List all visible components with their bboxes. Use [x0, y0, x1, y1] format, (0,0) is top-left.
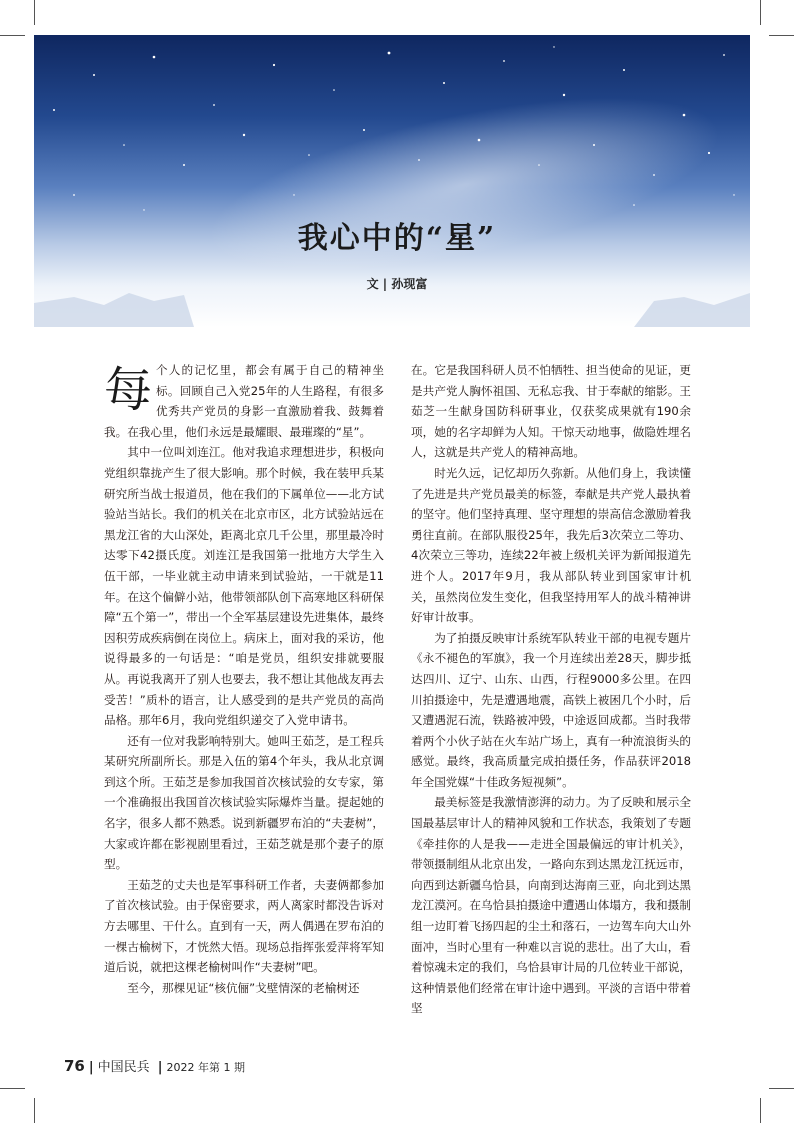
footer-separator-2: | — [157, 1060, 163, 1075]
article-title: 我心中的“星” — [297, 221, 497, 256]
crop-mark — [760, 0, 761, 25]
crop-mark — [760, 1098, 761, 1123]
paragraph: 为了拍摄反映审计系统军队转业干部的电视专题片《永不褪色的军旗》，我一个月连续出差28天，脚步抵达四川、辽宁、山东、山西，行程9000多公里。在四川拍摄途中，先是遭遇地震，高铁上被困几个小时，后又遭遇泥石流，铁路被冲毁，中途返回成都。当时我带着两个小伙子站在火车站广场上，真有一种流浪街头的感觉。最终，我高质量完成拍摄任务，作品获评2018年全国党媒“十佳政务短视频”。 — [411, 630, 691, 789]
paragraph-text: 个人的记忆里，都会有属于自己的精神坐标。回顾自己入党25年的人生路程，有很多优秀共产党员的身影一直激励着我、鼓舞着我。在我心里，他们永远是最耀眼、最璀璨的“星”。 — [104, 363, 384, 439]
paragraph: 在。它是我国科研人员不怕牺牲、担当使命的见证，更是共产党人胸怀祖国、无私忘我、甘于奉献的缩影。王茹芝一生献身国防科研事业，仅获奖成果就有190余项，她的名字却鲜为人知。干惊天动地事，做隐姓埋名人，这就是共产党人的精神高地。 — [411, 363, 691, 460]
paragraph: 其中一位叫刘连江。他对我追求理想进步，积极向党组织靠拢产生了很大影响。那个时候，我在装甲兵某研究所当战士报道员，他在我们的下属单位——北方试验站当站长。我们的机关在北京市区，北方试验站远在黑龙江省的大山深处，距离北京几千公里，那里最冷时达零下42摄氏度。刘连江是我国第一批地方大学生入伍干部，一毕业就主动申请来到试验站，一干就是11年。在这个偏僻小站，他带领部队创下高寒地区科研保障“五个第一”，带出一个全军基层建设先进集体，最终因积劳成疾病倒在岗位上。病床上，面对我的采访，他说得最多的一句话是：“咱是党员，组织安排就要服从。再说我离开了别人也要去，我不想让其他战友再去受苦！”质朴的语言，让人感受到的是共产党员的高尚品格。那年6月，我向党组织递交了入党申请书。 — [104, 445, 384, 728]
paragraph: 还有一位对我影响特别大。她叫王茹芝，是工程兵某研究所副所长。那是入伍的第4个年头，我从北京调到这个所。王茹芝是参加我国首次核试验的女专家，第一个准确报出我国首次核试验实际爆炸当量。提起她的名字，很多人都不熟悉。说到新疆罗布泊的“夫妻树”，大家或许都在影视剧里看过，王茹芝就是那个妻子的原型。 — [104, 733, 384, 872]
crop-mark — [769, 35, 794, 36]
page-footer — [64, 1056, 245, 1075]
page-number: 76 — [64, 1057, 85, 1075]
footer-separator: | — [88, 1060, 94, 1075]
paragraph: 时光久远，记忆却历久弥新。从他们身上，我读懂了先进是共产党员最美的标签，奉献是共产党人最执着的坚守。他们坚持真理、坚守理想的崇高信念激励着我勇往直前。在部队服役25年，我先后3次荣立二等功、4次荣立三等功，连续22年被上级机关评为新闻报道先进个人。2017年9月，我从部队转业到国家审计机关，虽然岗位发生变化，但我坚持用军人的战斗精神讲好审计故事。 — [411, 465, 691, 625]
article-column-left — [104, 360, 384, 1040]
paragraph: 至今，那棵见证“核伉俪”戈壁情深的老榆树还 — [127, 980, 360, 995]
paragraph: 王茹芝的丈夫也是军事科研工作者，夫妻俩都参加了首次核试验。由于保密要求，两人离家时都没告诉对方去哪里、干什么。直到有一天，两人偶遇在罗布泊的一棵古榆树下，才恍然大悟。现场总指挥张爱萍将军知道后说，就把这棵老榆树叫作“夫妻树”吧。 — [104, 877, 384, 975]
paragraph — [104, 360, 384, 442]
crop-mark — [769, 1088, 794, 1089]
crop-mark — [34, 1098, 35, 1123]
drop-cap: 每 — [104, 362, 153, 418]
article-byline: 文 | 孙现富 — [366, 277, 428, 291]
issue-label: 2022 年第 1 期 — [166, 1061, 246, 1074]
crop-mark — [0, 1088, 25, 1089]
crop-mark — [0, 35, 25, 36]
magazine-name: 中国民兵 — [97, 1060, 150, 1075]
article-column-right — [411, 360, 691, 1040]
crop-mark — [34, 0, 35, 25]
paragraph: 最美标签是我激情澎湃的动力。为了反映和展示全国最基层审计人的精神风貌和工作状态，我策划了专题《牵挂你的人是我——走进全国最偏远的审计机关》，带领摄制组从北京出发，一路向东到达黑龙江抚远市，向西到达新疆乌恰县，向南到达海南三亚，向北到达黑龙江漠河。在乌恰县拍摄途中遭遇山体塌方，我和摄制组一边盯着飞扬四起的尘土和落石，一边驾车向大山外面冲，当时心里有一种难以言说的悲壮。出了大山，看着惊魂未定的我们，乌恰县审计局的几位转业干部说，这种情景他们经常在审计途中遇到。平淡的言语中带着坚 — [411, 795, 691, 1016]
